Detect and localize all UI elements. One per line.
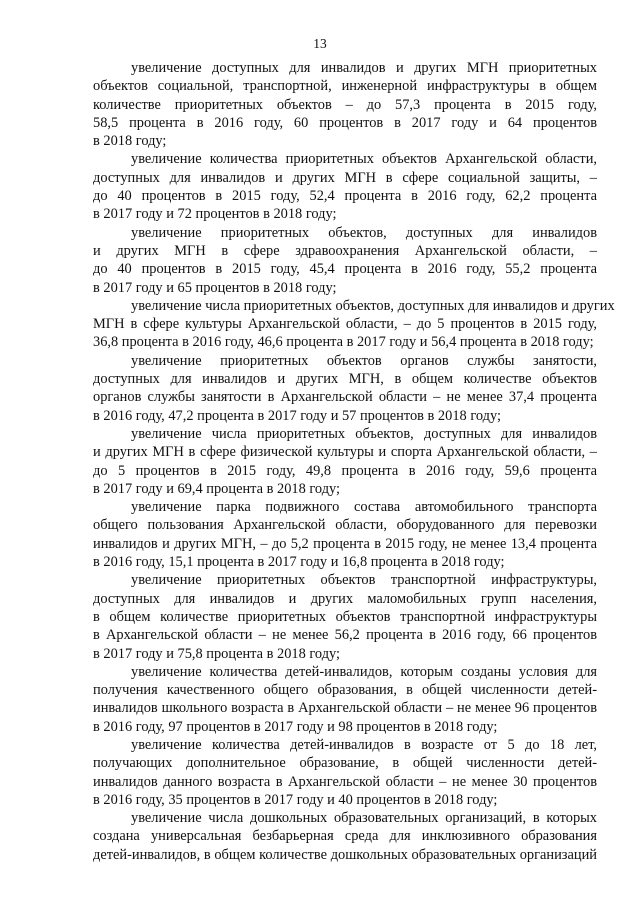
text-line: увеличение количества детей-инвалидов в возрасте от 5 до 18 лет, — [131, 736, 597, 753]
text-line: в Архангельской области – не менее 56,2 процента в 2016 году, 66 процентов — [93, 627, 597, 644]
text-line: в 2016 году, 35 процентов в 2017 году и 40 процентов в 2018 году; — [93, 791, 498, 808]
text-line: объектов социальной, транспортной, инженерной инфраструктуры в общем — [93, 78, 597, 95]
text-line: до 40 процентов в 2015 году, 52,4 процента в 2016 году, 62,2 процента — [93, 188, 597, 205]
text-line: доступных для инвалидов и других МГН, в общем количестве объектов — [93, 371, 597, 388]
document-body — [93, 59, 615, 864]
paragraph — [93, 352, 597, 425]
text-line: увеличение количества детей-инвалидов, которым созданы условия для — [131, 663, 597, 680]
text-line: доступных для инвалидов и других маломобильных групп населения, — [93, 590, 597, 607]
text-line: увеличение доступных для инвалидов и других МГН приоритетных — [131, 60, 597, 76]
text-line: в 2017 году и 69,4 процента в 2018 году; — [93, 480, 341, 497]
text-line: получения качественного общего образования, в общей численности детей- — [93, 682, 597, 699]
text-line: в 2018 году; — [93, 133, 167, 150]
paragraph — [93, 498, 597, 571]
text-line: в 2016 году, 47,2 процента в 2017 году и 57 процентов в 2018 году; — [93, 407, 501, 424]
text-line: до 5 процентов в 2015 году, 49,8 процента в 2016 году, 59,6 процента — [93, 462, 597, 479]
paragraph — [93, 736, 597, 809]
paragraph — [93, 425, 597, 498]
text-line: детей-инвалидов, в общем количестве дошкольных образовательных организаций — [93, 846, 597, 863]
text-line: увеличение числа дошкольных образовательных организаций, в которых — [131, 810, 597, 827]
text-line: доступных для инвалидов и других МГН в сфере социальной защиты, – — [93, 169, 597, 186]
paragraph — [93, 150, 597, 223]
text-line: количестве приоритетных объектов – до 57,3 процента в 2015 году, — [93, 96, 597, 113]
text-line: в 2016 году, 97 процентов в 2017 году и 98 процентов в 2018 году; — [93, 718, 498, 735]
paragraph — [93, 571, 597, 662]
text-line: в общем количестве приоритетных объектов транспортной инфраструктуры — [93, 608, 597, 625]
paragraph — [93, 297, 615, 352]
text-line: инвалидов школьного возраста в Архангельской области – не менее 96 процентов — [93, 700, 597, 717]
paragraph — [93, 663, 597, 736]
paragraph — [93, 224, 597, 297]
text-line: органов службы занятости в Архангельской области – не менее 37,4 процента — [93, 389, 597, 406]
text-line: инвалидов и других МГН, – до 5,2 процента в 2015 году, не менее 13,4 процента — [93, 535, 597, 552]
text-line: в 2017 году и 75,8 процента в 2018 году; — [93, 645, 341, 662]
text-line: инвалидов данного возраста в Архангельской области – не менее 30 процентов — [93, 773, 597, 790]
text-line: увеличение числа приоритетных объектов, доступных для инвалидов и других — [131, 297, 615, 314]
text-line: до 40 процентов в 2015 году, 45,4 процента в 2016 году, 55,2 процента — [93, 261, 597, 278]
text-line: 36,8 процента в 2016 году, 46,6 процента в 2017 году и 56,4 процента в 2018 году; — [93, 334, 594, 351]
text-line: МГН в сфере культуры Архангельской области, – до 5 процентов в 2015 году, — [93, 316, 597, 333]
text-line: и других МГН в сфере физической культуры и спорта Архангельской области, – — [93, 444, 597, 461]
text-line: в 2017 году и 72 процентов в 2018 году; — [93, 206, 337, 223]
text-line: в 2017 году и 65 процентов в 2018 году; — [93, 279, 337, 296]
paragraph — [93, 59, 597, 150]
text-line: увеличение количества приоритетных объектов Архангельской области, — [131, 151, 597, 168]
text-line: увеличение приоритетных объектов органов службы занятости, — [131, 352, 597, 369]
text-line: увеличение приоритетных объектов, доступных для инвалидов — [131, 224, 597, 241]
text-line: 58,5 процента в 2016 году, 60 процентов в 2017 году и 64 процентов — [93, 114, 597, 131]
text-line: общего пользования Архангельской области, оборудованного для перевозки — [93, 517, 597, 534]
paragraph — [93, 809, 597, 864]
text-line: в 2016 году, 15,1 процента в 2017 году и 16,8 процента в 2018 году; — [93, 554, 505, 571]
page-number: 13 — [313, 36, 327, 51]
text-line: увеличение числа приоритетных объектов, доступных для инвалидов — [131, 425, 597, 442]
text-line: увеличение приоритетных объектов транспортной инфраструктуры, — [131, 572, 597, 589]
text-line: и других МГН в сфере здравоохранения Архангельской области, – — [93, 242, 597, 259]
text-line: создана универсальная безбарьерная среда для инклюзивного образования — [93, 828, 597, 845]
text-line: увеличение парка подвижного состава автомобильного транспорта — [131, 499, 597, 516]
text-line: получающих дополнительное образование, в общей численности детей- — [93, 755, 597, 772]
